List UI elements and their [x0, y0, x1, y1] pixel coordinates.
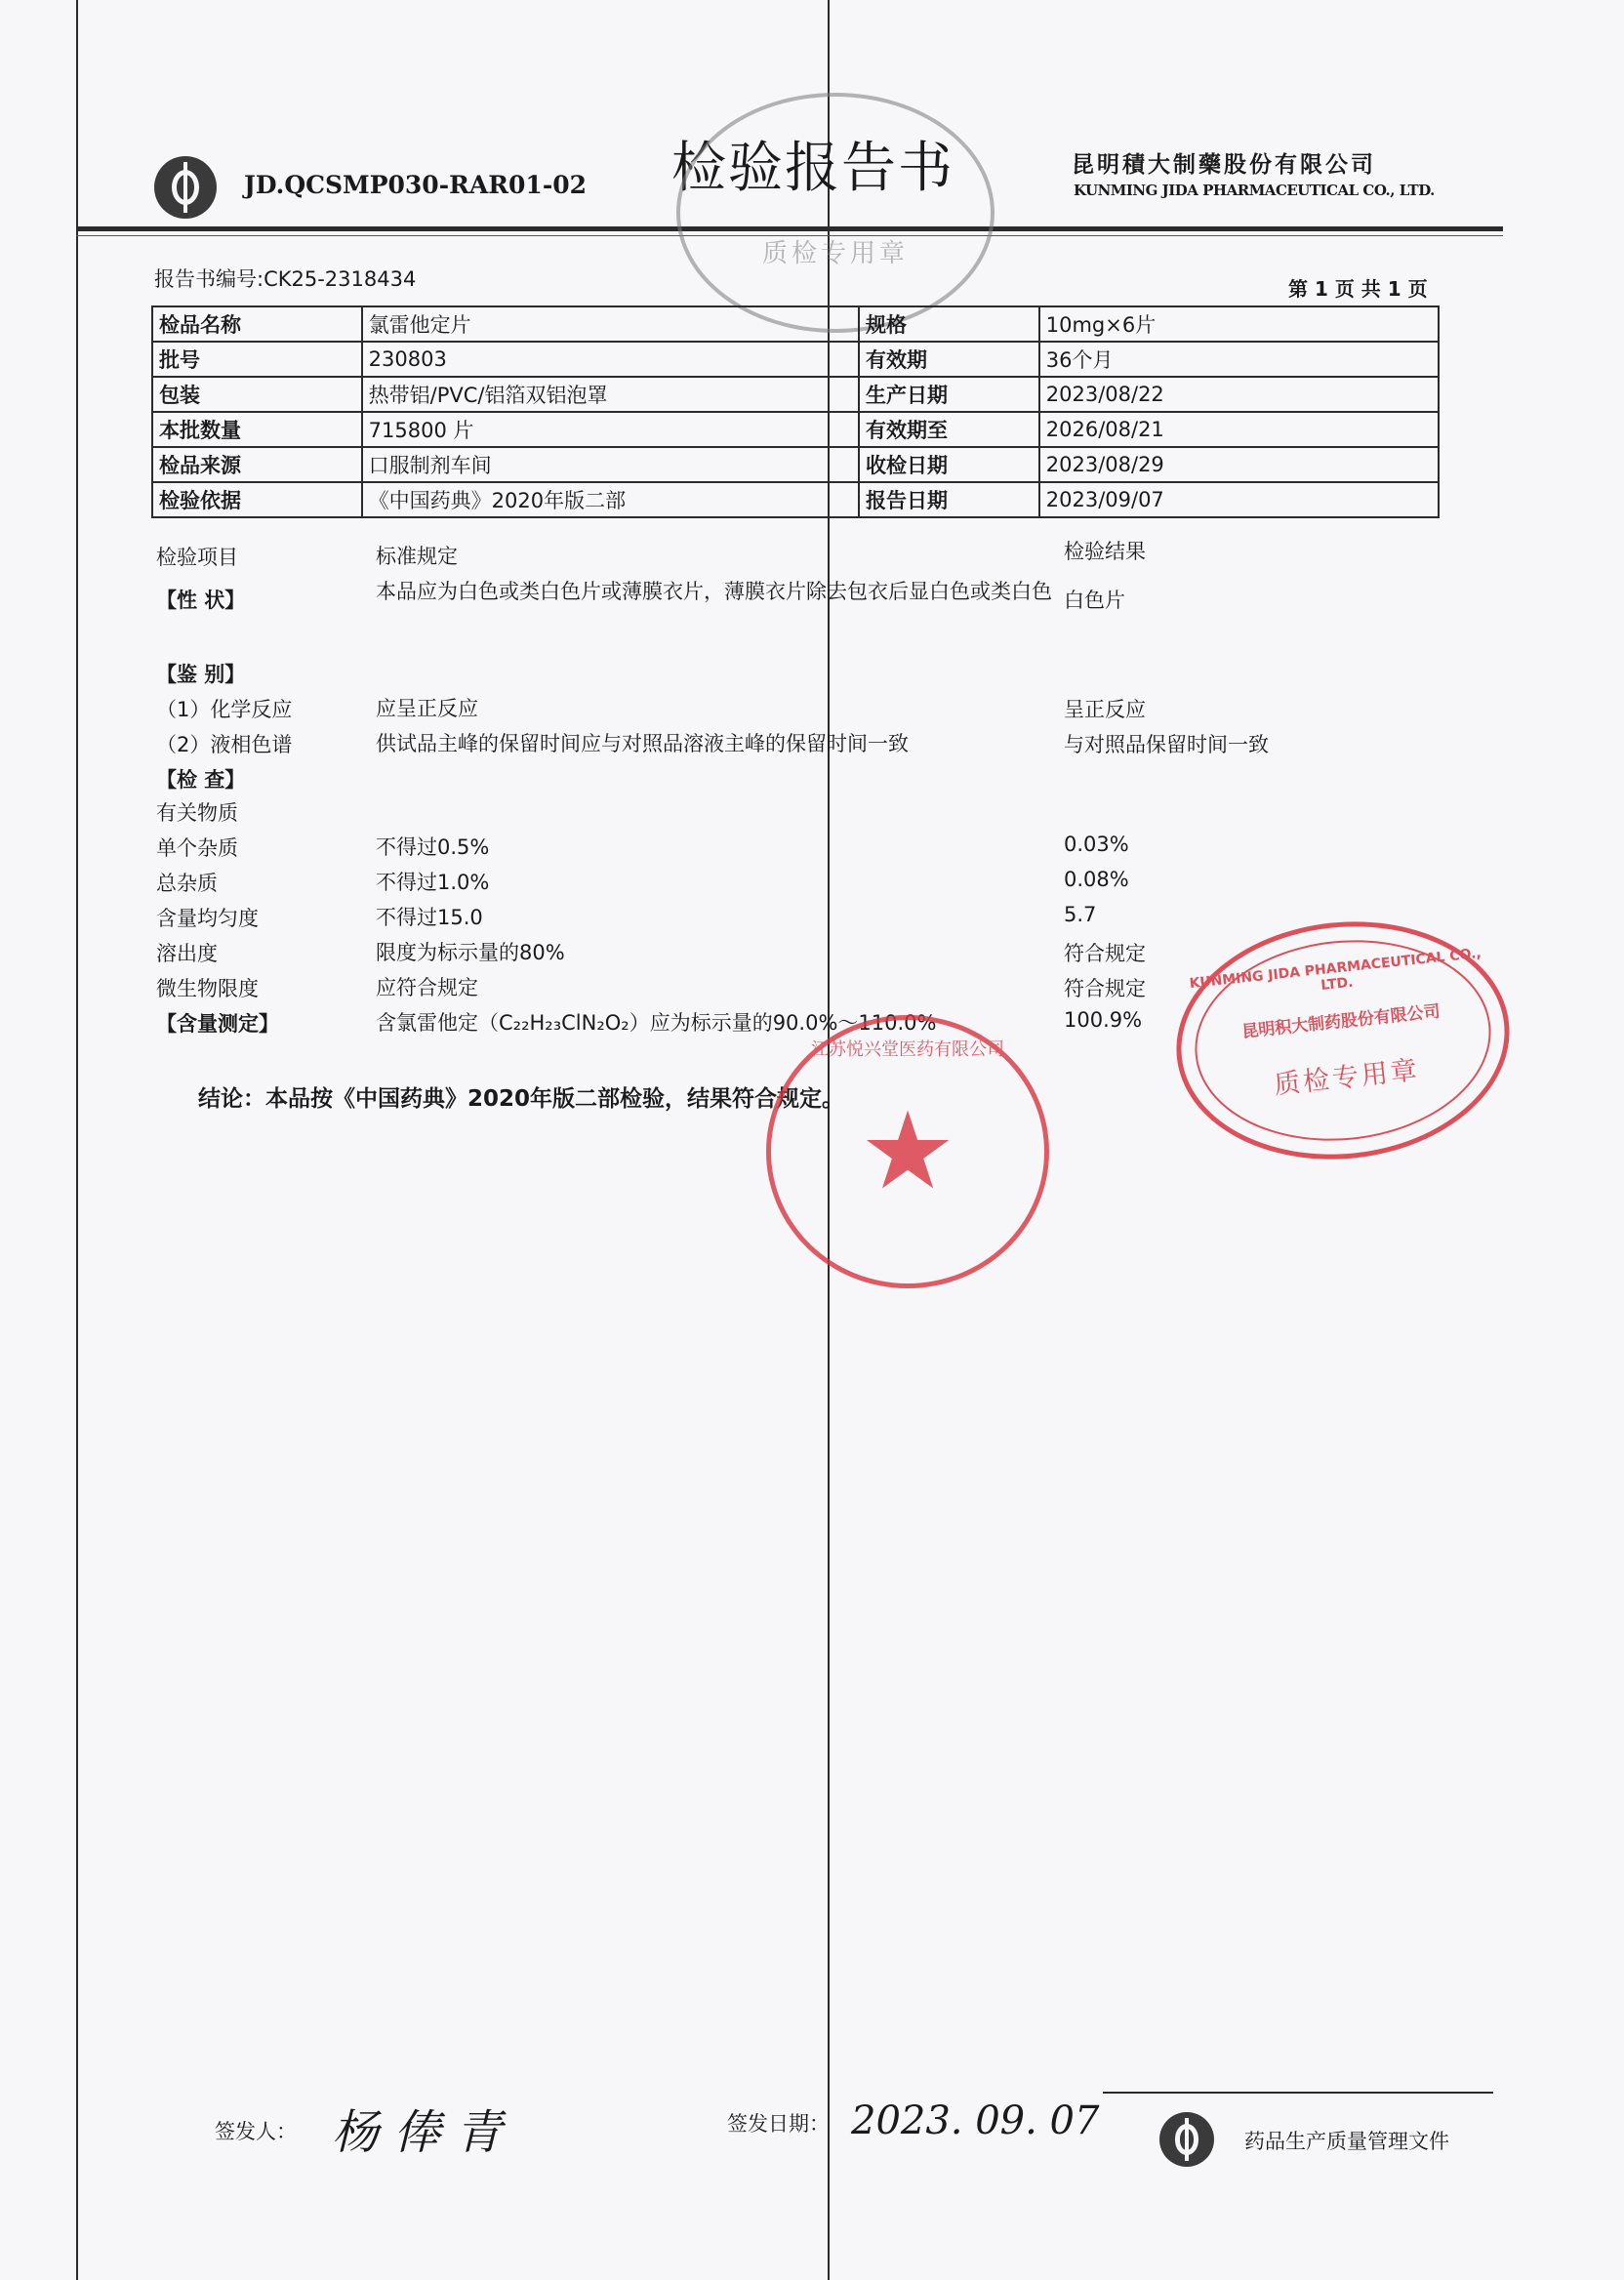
document-code: JD.QCSMP030-RAR01-02	[244, 171, 587, 199]
test-item-standard: 应呈正反应	[376, 697, 478, 720]
test-item-result: 符合规定	[1064, 977, 1146, 1000]
test-item-name: 【性 状】	[156, 589, 246, 612]
column-header-result: 检验结果	[1064, 540, 1146, 563]
report-number: 报告书编号:CK25-2318434	[154, 267, 417, 291]
info-label: 检品来源	[152, 447, 362, 482]
signer-signature: 杨 俸 青	[332, 2105, 503, 2160]
issue-date-handwritten: 2023. 09. 07	[851, 2098, 1100, 2143]
info-value: 715800 片	[362, 412, 859, 447]
red-company-stamp: KUNMING JIDA PHARMACEUTICAL CO., LTD. 昆明积大制药股份有限公司 质检专用章	[1164, 906, 1521, 1175]
test-item-name: 【检 查】	[156, 768, 246, 792]
test-item-name: 【鉴 别】	[156, 663, 246, 686]
info-row	[152, 447, 1439, 482]
info-row	[152, 342, 1439, 377]
info-label: 规格	[859, 306, 1039, 342]
gray-quality-stamp: 质检专用章	[676, 93, 995, 333]
column-header-standard: 标准规定	[376, 545, 458, 568]
test-item-result: 白色片	[1064, 589, 1125, 612]
column-header-item: 检验项目	[156, 546, 238, 569]
test-item-name: （1）化学反应	[156, 698, 293, 721]
info-row	[152, 306, 1439, 342]
test-item-name: （2）液相色谱	[156, 733, 293, 756]
test-item-result: 100.9%	[1064, 1008, 1143, 1032]
info-label: 收检日期	[859, 447, 1039, 482]
info-value: 36个月	[1039, 342, 1439, 377]
test-item-result: 5.7	[1064, 903, 1097, 926]
test-item-standard: 不得过0.5%	[376, 835, 490, 859]
info-value: 2023/08/29	[1039, 447, 1439, 482]
info-label: 包装	[152, 377, 362, 412]
info-value: 10mg×6片	[1039, 306, 1439, 342]
test-item-name: 溶出度	[156, 942, 218, 965]
test-item-standard: 供试品主峰的保留时间应与对照品溶液主峰的保留时间一致	[376, 732, 909, 755]
info-value: 230803	[362, 342, 859, 377]
test-item-name: 【含量测定】	[156, 1012, 279, 1036]
conclusion-text: 结论：本品按《中国药典》2020年版二部检验，结果符合规定。	[198, 1086, 845, 1112]
test-item-result: 符合规定	[1064, 942, 1146, 965]
company-name-en: KUNMING JIDA PHARMACEUTICAL CO., LTD.	[1074, 182, 1435, 199]
info-value: 《中国药典》2020年版二部	[362, 482, 859, 517]
test-item-result: 0.03%	[1064, 833, 1129, 856]
info-value: 口服制剂车间	[362, 447, 859, 482]
product-info-table	[151, 305, 1440, 518]
test-item-standard: 应符合规定	[376, 976, 478, 999]
test-item-standard: 不得过1.0%	[376, 871, 490, 894]
info-label: 生产日期	[859, 377, 1039, 412]
info-row	[152, 482, 1439, 517]
company-logo-icon	[154, 156, 217, 219]
test-item-name: 单个杂质	[156, 836, 238, 860]
star-icon: ★	[859, 1088, 956, 1213]
info-row	[152, 377, 1439, 412]
test-item-standard: 本品应为白色或类白色片或薄膜衣片，薄膜衣片除去包衣后显白色或类白色	[376, 580, 1052, 603]
test-item-name: 总杂质	[156, 872, 218, 895]
info-value: 2023/08/22	[1039, 377, 1439, 412]
test-item-name: 含量均匀度	[156, 907, 259, 930]
info-value: 2026/08/21	[1039, 412, 1439, 447]
info-label: 批号	[152, 342, 362, 377]
test-item-standard: 含氯雷他定（C₂₂H₂₃ClN₂O₂）应为标示量的90.0%～110.0%	[376, 1011, 937, 1035]
footer-logo-icon	[1159, 2112, 1214, 2167]
company-name-cn: 昆明積大制藥股份有限公司	[1072, 152, 1376, 178]
test-item-name: 微生物限度	[156, 977, 259, 1000]
info-label: 检品名称	[152, 306, 362, 342]
issue-date-label: 签发日期：	[727, 2112, 830, 2136]
info-value: 2023/09/07	[1039, 482, 1439, 517]
test-item-name: 有关物质	[156, 801, 238, 825]
page-indicator: 第 1 页 共 1 页	[1288, 277, 1428, 301]
info-label: 本批数量	[152, 412, 362, 447]
info-label: 报告日期	[859, 482, 1039, 517]
test-item-result: 呈正反应	[1064, 698, 1146, 721]
signer-label: 签发人：	[215, 2120, 297, 2143]
test-item-result: 0.08%	[1064, 868, 1129, 891]
info-value: 氯雷他定片	[362, 306, 859, 342]
info-label: 有效期至	[859, 412, 1039, 447]
info-value: 热带铝/PVC/铝箔双铝泡罩	[362, 377, 859, 412]
info-row	[152, 412, 1439, 447]
info-label: 检验依据	[152, 482, 362, 517]
test-item-standard: 不得过15.0	[376, 906, 483, 929]
info-label: 有效期	[859, 342, 1039, 377]
red-round-stamp: ★ 江苏悦兴堂医药有限公司	[766, 1015, 1049, 1288]
scan-edge-left	[76, 0, 78, 2280]
test-item-result: 与对照品保留时间一致	[1064, 733, 1269, 756]
footer-rule	[1103, 2092, 1493, 2094]
document-title: 检验报告书	[671, 137, 954, 200]
test-item-standard: 限度为标示量的80%	[376, 941, 565, 964]
footer-doc-type: 药品生产质量管理文件	[1244, 2130, 1449, 2153]
